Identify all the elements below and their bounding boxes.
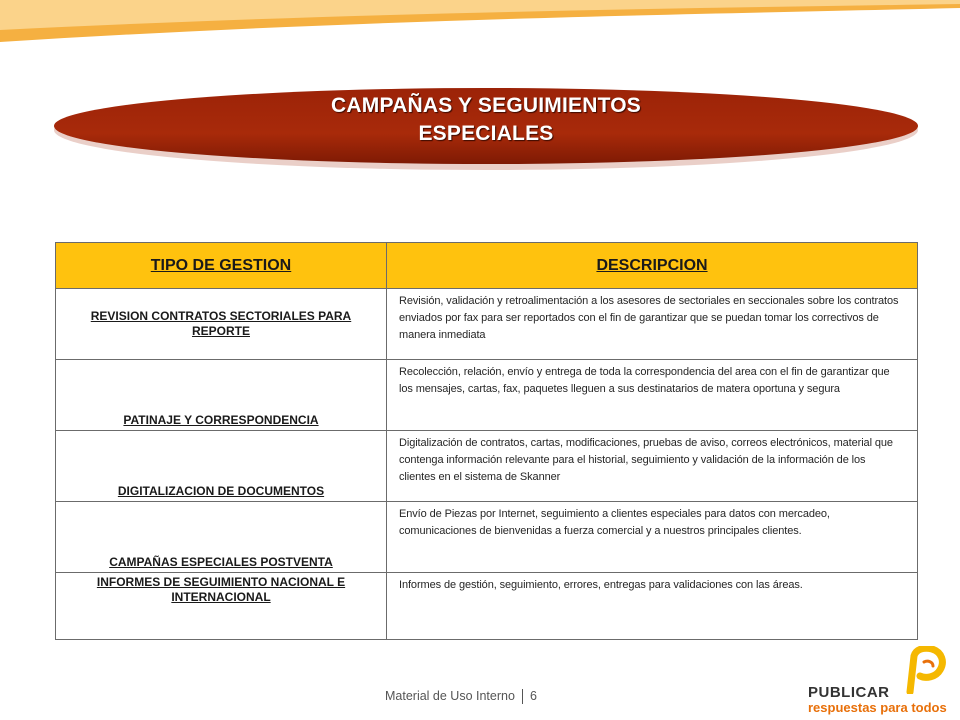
- footer-separator: [522, 689, 523, 704]
- publicar-logo: [808, 646, 958, 718]
- page-title-line2: ESPECIALES: [418, 122, 554, 145]
- row-type: PATINAJE Y CORRESPONDENCIA: [56, 360, 387, 431]
- logo-tagline: respuestas para todos: [808, 700, 947, 715]
- logo-brand: PUBLICAR: [808, 684, 890, 701]
- row-type: DIGITALIZACION DE DOCUMENTOS: [56, 431, 387, 502]
- row-description: Envío de Piezas por Internet, seguimiento a clientes especiales para datos con mercadeo, comunicaciones de bienvenidas a fuerza comercial y a nuestros principales clientes.: [387, 502, 918, 573]
- row-type: CAMPAÑAS ESPECIALES POSTVENTA: [56, 502, 387, 573]
- row-description: Revisión, validación y retroalimentación a los asesores de sectoriales en seccionales sobre los contratos enviados por fax para ser reportados con el fin de garantizar que se puedan tomar los correctivos de manera inmediata: [387, 289, 918, 360]
- page-title-line1: CAMPAÑAS Y SEGUIMIENTOS: [331, 94, 641, 117]
- row-description: Recolección, relación, envío y entrega de toda la correspondencia del area con el fin de garantizar que los mensajes, cartas, fax, paquetes lleguen a sus destinatarios de matera oportuna y segura: [387, 360, 918, 431]
- table-row: [56, 573, 918, 640]
- page-number: 6: [529, 689, 537, 703]
- row-type: REVISION CONTRATOS SECTORIALES PARA REPORTE: [56, 289, 387, 360]
- table-row: [56, 502, 918, 573]
- title-banner: [52, 80, 920, 172]
- gestion-table: [55, 242, 918, 640]
- row-type: INFORMES DE SEGUIMIENTO NACIONAL E INTERNACIONAL: [56, 573, 387, 640]
- table-header-row: [56, 243, 918, 289]
- row-description: Digitalización de contratos, cartas, modificaciones, pruebas de aviso, correos electrónicos, material que contenga información relevante para el historial, seguimiento y validación de la información de los clientes en el sistema de Skanner: [387, 431, 918, 502]
- header-tipo-gestion: TIPO DE GESTION: [56, 243, 387, 289]
- table-row: [56, 289, 918, 360]
- table-row: [56, 360, 918, 431]
- page-title: [52, 92, 920, 148]
- header-descripcion: DESCRIPCION: [387, 243, 918, 289]
- top-swoosh-decoration: [0, 0, 960, 60]
- table-row: [56, 431, 918, 502]
- footer-label: Material de Uso Interno: [385, 689, 515, 703]
- footer: [385, 689, 537, 704]
- publicar-p-logo-icon: [900, 646, 948, 694]
- row-description: Informes de gestión, seguimiento, errores, entregas para validaciones con las áreas.: [387, 573, 918, 640]
